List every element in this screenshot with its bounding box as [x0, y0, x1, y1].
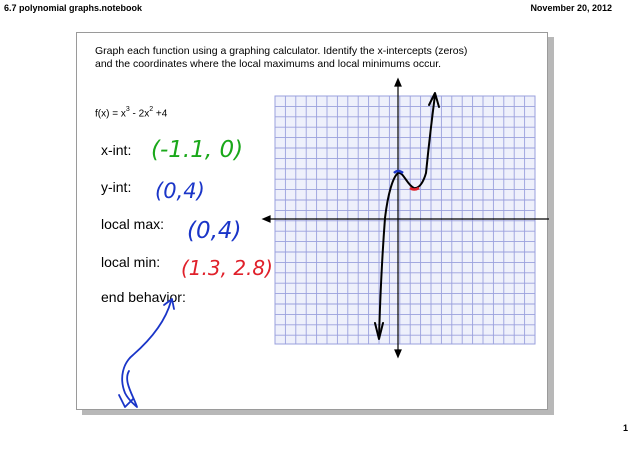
function-rhs: +4: [153, 108, 168, 120]
header-date: November 20, 2012: [530, 3, 612, 13]
end-behavior-arrowhead-down: [119, 395, 133, 407]
answer-x-int: (-1.1, 0): [151, 137, 244, 163]
label-end-behavior: end behavior:: [101, 289, 186, 305]
x-axis-arrow-left: [263, 216, 270, 222]
end-behavior-arrows: [119, 299, 174, 407]
label-x-int: x-int:: [101, 142, 132, 158]
function-lhs: f(x) = x: [95, 108, 126, 120]
header-filename: 6.7 polynomial graphs.notebook: [4, 3, 143, 13]
slide: [76, 32, 548, 410]
y-axis-arrow-up: [395, 79, 401, 86]
label-y-int: y-int:: [101, 179, 132, 195]
function-exponent-1: 3: [125, 106, 130, 113]
answer-local-min: (1.3, 2.8): [181, 256, 273, 280]
y-axis-arrow-down: [395, 350, 401, 357]
function-mid: - 2x: [129, 108, 150, 120]
instructions-text: Graph each function using a graphing calculator. Identify the x-intercepts (zeros) and the coordinates where the local maximums and local minimums occur.: [95, 45, 468, 70]
label-local-max: local max:: [101, 216, 165, 232]
grid-background: [275, 96, 535, 344]
page-number: 1: [622, 423, 628, 433]
graph-grid: [275, 96, 535, 344]
function-exponent-2: 2: [149, 106, 154, 113]
answer-local-max: (0,4): [187, 218, 242, 244]
slide-drawing-layer: [77, 33, 549, 411]
label-local-min: local min:: [101, 254, 161, 270]
answer-y-int: (0,4): [155, 179, 205, 203]
